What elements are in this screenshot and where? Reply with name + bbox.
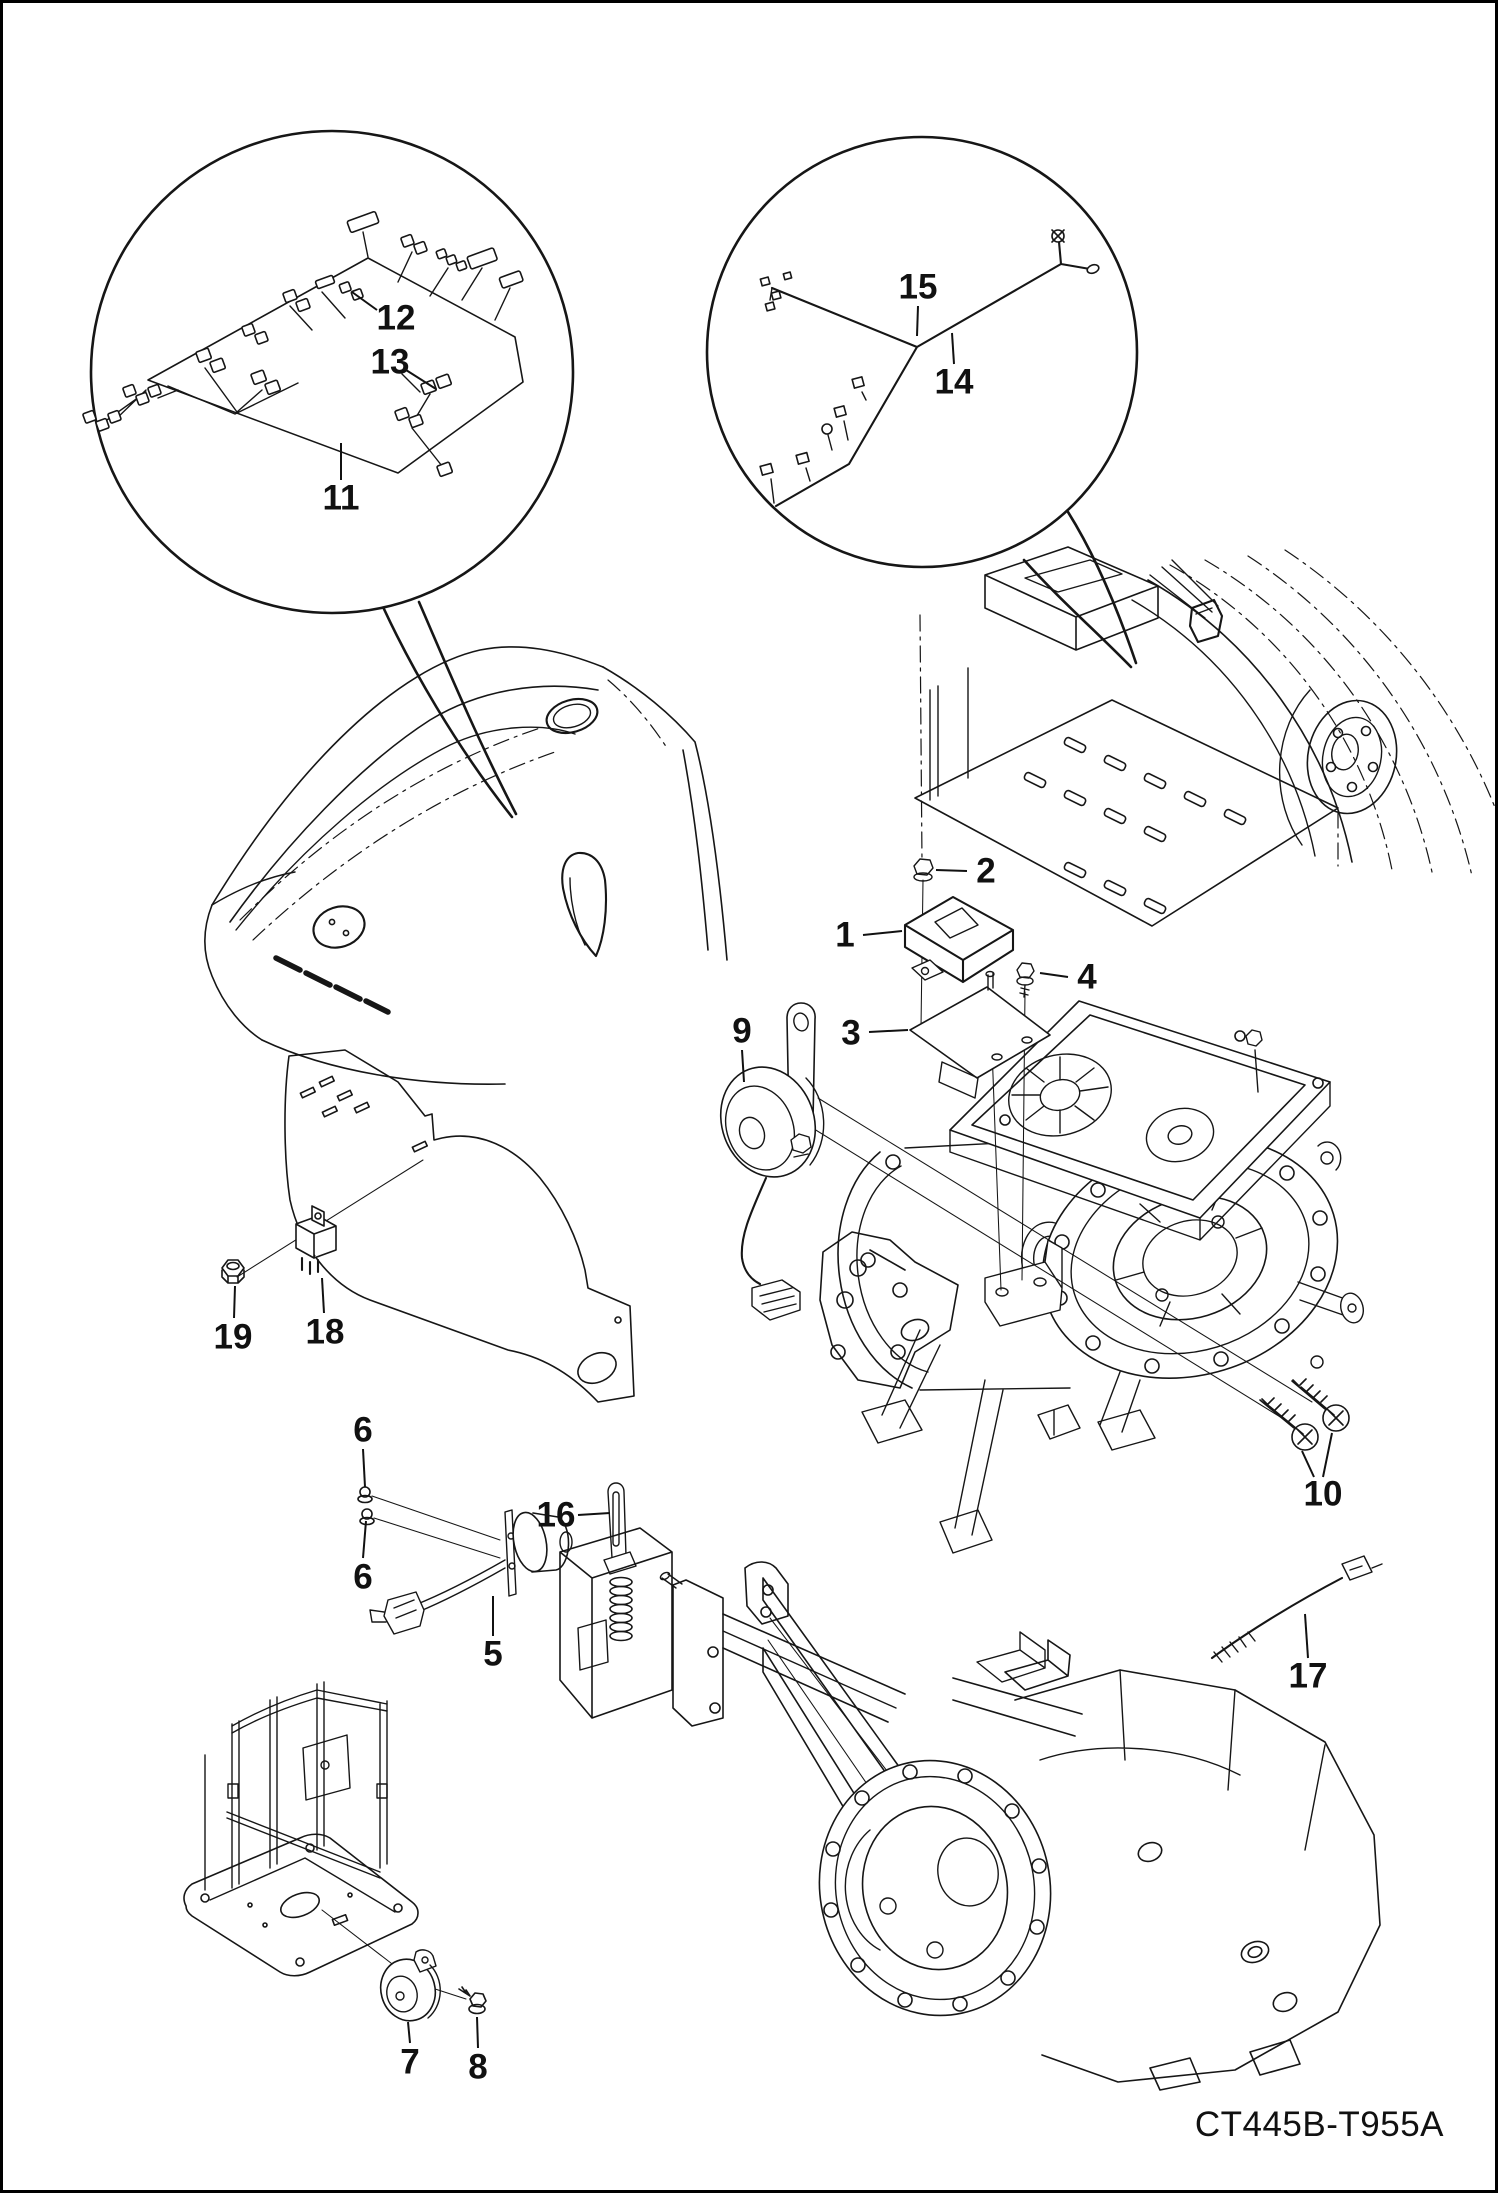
callout-leader-6: [363, 1521, 366, 1558]
callout-leader-12: [352, 292, 377, 310]
callout-label-17: 17: [1288, 1656, 1328, 1696]
callout-leader-15: [917, 306, 918, 336]
callout-label-10: 10: [1303, 1474, 1343, 1514]
callout-leader-16: [578, 1513, 610, 1515]
callout-label-14: 14: [934, 362, 974, 402]
callout-leader-8: [477, 2017, 478, 2048]
callout-label-3: 3: [841, 1013, 861, 1053]
callout-label-13: 13: [370, 342, 410, 382]
figure-code: CT445B-T955A: [1194, 2105, 1444, 2144]
callout-leader-1: [863, 931, 902, 935]
callout-label-19: 19: [213, 1317, 253, 1357]
callout-label-6: 6: [353, 1557, 373, 1597]
callout-leader-3: [869, 1030, 908, 1032]
callout-label-18: 18: [305, 1312, 345, 1352]
callout-label-6: 6: [353, 1410, 373, 1450]
callout-label-15: 15: [898, 267, 938, 307]
callout-leader-14: [952, 333, 954, 364]
callout-leader-17: [1305, 1614, 1308, 1658]
callout-label-12: 12: [376, 298, 416, 338]
callout-leader-18: [322, 1278, 324, 1313]
callout-label-1: 1: [835, 915, 855, 955]
callout-leader-2: [936, 870, 967, 871]
callout-leader-9: [742, 1050, 744, 1082]
callout-leader-13: [406, 370, 436, 389]
callout-label-8: 8: [468, 2047, 488, 2087]
callout-leader-4: [1040, 973, 1068, 977]
callout-leader-10: [1302, 1451, 1314, 1477]
callout-label-9: 9: [732, 1011, 752, 1051]
callout-leader-10: [1323, 1433, 1332, 1477]
callout-label-11: 11: [322, 478, 360, 518]
callout-leader-7: [408, 2022, 410, 2043]
callout-label-2: 2: [976, 851, 996, 891]
callout-label-5: 5: [483, 1634, 503, 1674]
callout-leader-19: [234, 1286, 235, 1318]
callout-label-16: 16: [536, 1495, 576, 1535]
callout-label-7: 7: [400, 2042, 420, 2082]
callout-label-4: 4: [1077, 957, 1097, 997]
callout-leader-6: [363, 1449, 365, 1487]
